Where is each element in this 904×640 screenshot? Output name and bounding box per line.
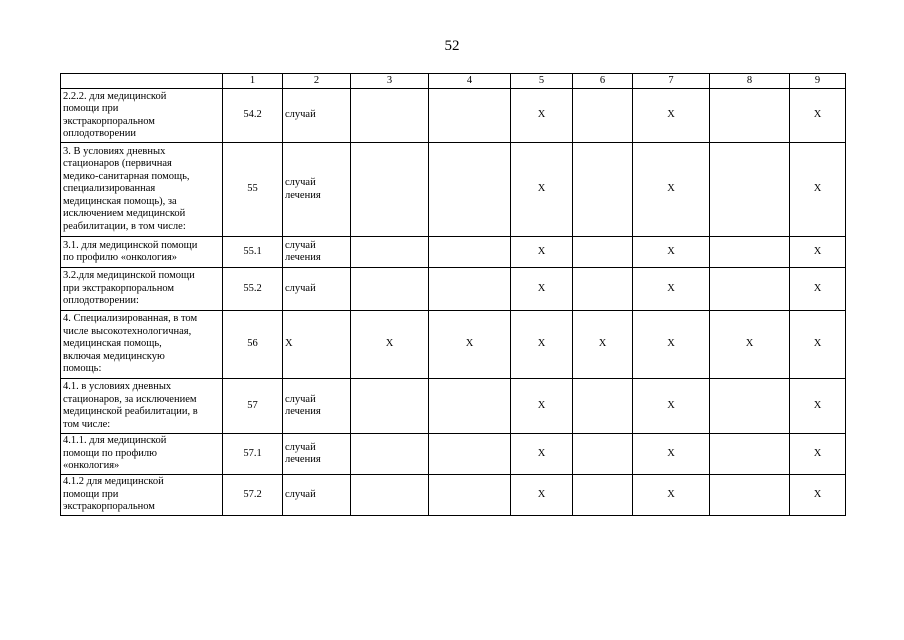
table-row	[61, 379, 846, 434]
header-cell-4: 4	[429, 74, 511, 89]
header-cell-6: 6	[573, 74, 633, 89]
cell-col-5: X	[511, 379, 573, 434]
row-unit: случай лечения	[283, 434, 351, 475]
cell-col-6	[573, 89, 633, 143]
cell-col-4	[429, 143, 511, 237]
cell-col-5: X	[511, 311, 573, 379]
table-row	[61, 268, 846, 311]
cell-col-4: X	[429, 311, 511, 379]
page-number: 52	[444, 38, 460, 54]
row-label: 4.1.2 для медицинской помощи при экстракорпоральном	[61, 475, 223, 516]
row-label: 4.1.1. для медицинской помощи по профилю «онкология»	[61, 434, 223, 475]
row-label: 3.1. для медицинской помощи по профилю «онкология»	[61, 237, 223, 268]
cell-col-3	[351, 379, 429, 434]
cell-col-4	[429, 475, 511, 516]
cell-col-3	[351, 475, 429, 516]
cell-col-7: X	[633, 379, 710, 434]
table-row	[61, 89, 846, 143]
cell-col-3	[351, 434, 429, 475]
row-code: 56	[223, 311, 283, 379]
row-code: 55.2	[223, 268, 283, 311]
row-unit: случай	[283, 475, 351, 516]
cell-col-8: X	[710, 311, 790, 379]
table-row	[61, 311, 846, 379]
header-row	[61, 74, 846, 89]
cell-col-3	[351, 143, 429, 237]
cell-col-6	[573, 475, 633, 516]
row-code: 55	[223, 143, 283, 237]
row-code: 57.2	[223, 475, 283, 516]
row-unit: случай	[283, 89, 351, 143]
cell-col-4	[429, 268, 511, 311]
cell-col-5: X	[511, 268, 573, 311]
row-code: 57.1	[223, 434, 283, 475]
cell-col-8	[710, 434, 790, 475]
cell-col-9: X	[790, 311, 846, 379]
cell-col-8	[710, 268, 790, 311]
cell-col-7: X	[633, 143, 710, 237]
row-label: 4. Специализированная, в том числе высокотехнологичная, медицинская помощь, включая медицинскую помощь:	[61, 311, 223, 379]
cell-col-3: X	[351, 311, 429, 379]
cell-col-5: X	[511, 475, 573, 516]
row-unit: X	[283, 311, 351, 379]
header-cell-3: 3	[351, 74, 429, 89]
cell-col-4	[429, 379, 511, 434]
cell-col-8	[710, 143, 790, 237]
header-cell-7: 7	[633, 74, 710, 89]
cell-col-5: X	[511, 434, 573, 475]
cell-col-9: X	[790, 268, 846, 311]
header-cell-1: 1	[223, 74, 283, 89]
cell-col-9: X	[790, 143, 846, 237]
cell-col-8	[710, 89, 790, 143]
header-cell-9: 9	[790, 74, 846, 89]
row-unit: случай лечения	[283, 379, 351, 434]
row-label: 3. В условиях дневных стационаров (первичная медико-санитарная помощь, специализированная медицинская помощь), за исключением медицинской реабилитации, в том числе:	[61, 143, 223, 237]
row-unit: случай	[283, 268, 351, 311]
cell-col-8	[710, 379, 790, 434]
header-cell-5: 5	[511, 74, 573, 89]
row-label: 3.2.для медицинской помощи при экстракорпоральном оплодотворении:	[61, 268, 223, 311]
cell-col-7: X	[633, 434, 710, 475]
cell-col-9: X	[790, 379, 846, 434]
row-unit: случай лечения	[283, 143, 351, 237]
cell-col-7: X	[633, 311, 710, 379]
cell-col-6	[573, 379, 633, 434]
row-label: 4.1. в условиях дневных стационаров, за исключением медицинской реабилитации, в том числе:	[61, 379, 223, 434]
cell-col-5: X	[511, 143, 573, 237]
header-cell-name	[61, 74, 223, 89]
row-unit: случай лечения	[283, 237, 351, 268]
cell-col-6	[573, 268, 633, 311]
cell-col-4	[429, 89, 511, 143]
data-table	[60, 73, 846, 516]
cell-col-6: X	[573, 311, 633, 379]
cell-col-4	[429, 434, 511, 475]
cell-col-7: X	[633, 89, 710, 143]
header-cell-2: 2	[283, 74, 351, 89]
row-label: 2.2.2. для медицинской помощи при экстракорпоральном оплодотворении	[61, 89, 223, 143]
cell-col-3	[351, 89, 429, 143]
table-row	[61, 475, 846, 516]
cell-col-3	[351, 268, 429, 311]
row-code: 55.1	[223, 237, 283, 268]
table-row	[61, 434, 846, 475]
cell-col-5: X	[511, 237, 573, 268]
cell-col-7: X	[633, 475, 710, 516]
cell-col-6	[573, 143, 633, 237]
cell-col-7: X	[633, 237, 710, 268]
row-code: 54.2	[223, 89, 283, 143]
cell-col-6	[573, 434, 633, 475]
cell-col-9: X	[790, 475, 846, 516]
cell-col-6	[573, 237, 633, 268]
table-row	[61, 143, 846, 237]
cell-col-9: X	[790, 89, 846, 143]
cell-col-5: X	[511, 89, 573, 143]
cell-col-4	[429, 237, 511, 268]
cell-col-8	[710, 237, 790, 268]
cell-col-7: X	[633, 268, 710, 311]
cell-col-3	[351, 237, 429, 268]
cell-col-9: X	[790, 434, 846, 475]
cell-col-8	[710, 475, 790, 516]
cell-col-9: X	[790, 237, 846, 268]
header-cell-8: 8	[710, 74, 790, 89]
row-code: 57	[223, 379, 283, 434]
table-row	[61, 237, 846, 268]
